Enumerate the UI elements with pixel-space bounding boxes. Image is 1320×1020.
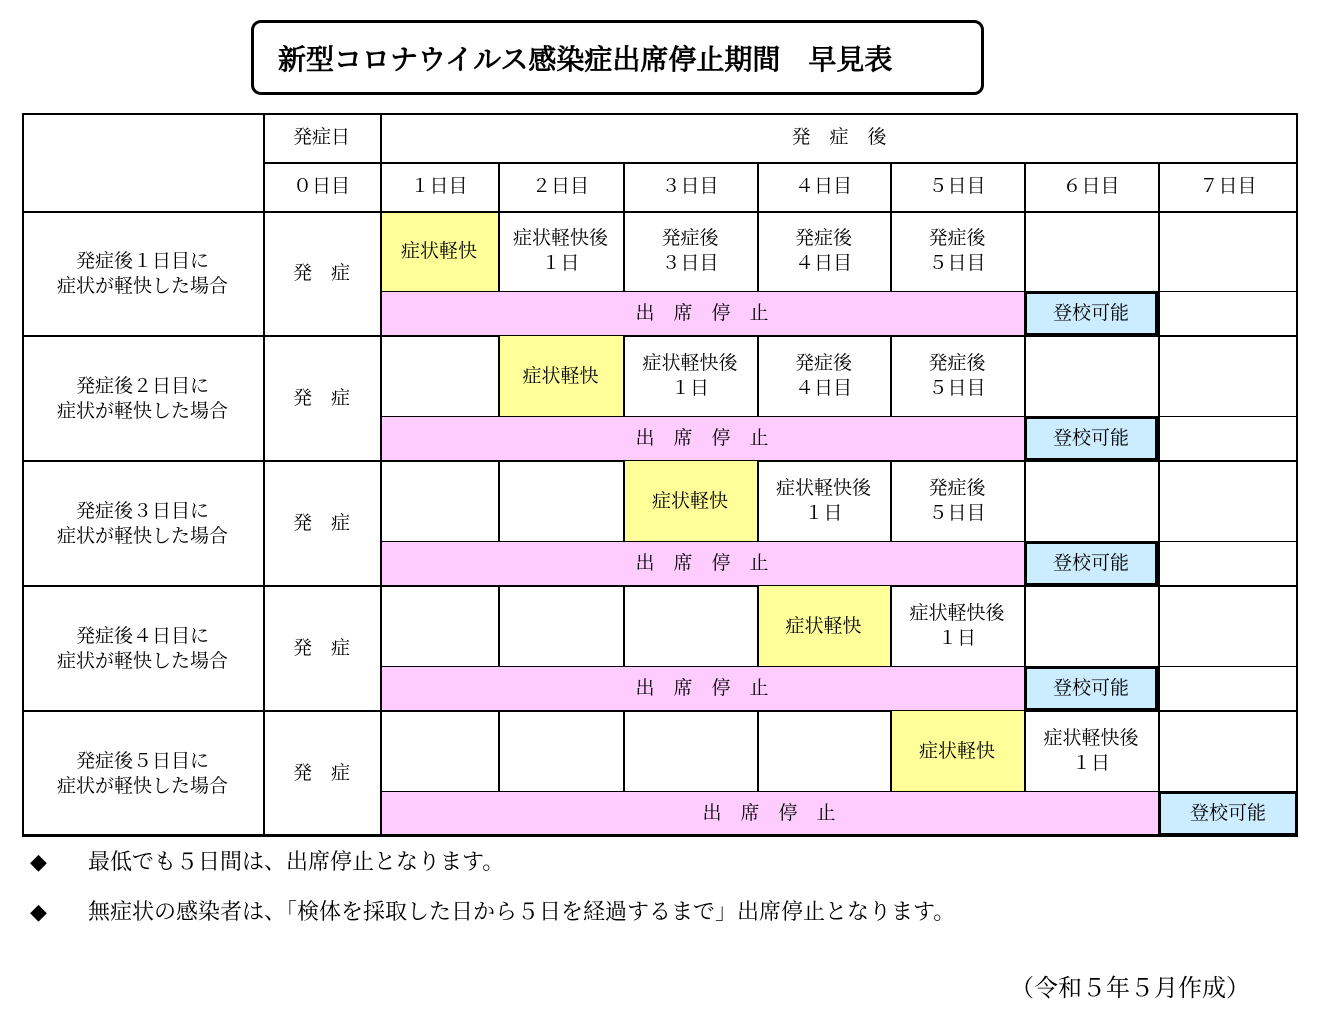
suspension-bar-text: 出 席 停 止 — [635, 302, 769, 324]
row-label — [22, 336, 263, 461]
day-cell — [498, 461, 623, 541]
day-cell — [1158, 336, 1298, 416]
day-cell — [757, 461, 890, 541]
return-to-school-cell — [1024, 666, 1158, 711]
row-label-text: 発症後２日目に 症状が軽快した場合 — [56, 374, 228, 422]
grid-line — [1024, 711, 1026, 791]
return-to-school-cell — [1024, 541, 1158, 586]
onset-cell-text: 発 症 — [292, 262, 350, 284]
onset-cell-text: 発 症 — [292, 637, 350, 659]
symptom-relief-cell-text: 症状軽快 — [918, 739, 995, 762]
onset-cell — [263, 211, 380, 336]
header-onset-day-text: 発症日 — [292, 126, 350, 148]
header-day-5 — [890, 162, 1024, 211]
header-day-1-text: １日目 — [410, 175, 468, 197]
grid-line — [890, 336, 892, 416]
header-day-1 — [380, 162, 498, 211]
day-cell — [498, 711, 623, 791]
header-day-0 — [263, 162, 380, 211]
row-label — [22, 211, 263, 336]
day-cell — [1024, 461, 1158, 541]
grid-line — [380, 541, 1024, 542]
day-cell — [1158, 586, 1298, 666]
grid-line — [623, 336, 625, 416]
day-cell — [623, 336, 757, 416]
suspension-bar-text: 出 席 停 止 — [635, 677, 769, 699]
onset-cell — [263, 461, 380, 586]
header-day-5-text: ５日目 — [928, 175, 986, 197]
day-cell-text: 発症後 ４日目 — [794, 227, 852, 274]
return-to-school-cell-text: 登校可能 — [1189, 802, 1266, 824]
grid-line — [1158, 586, 1160, 666]
row-label-text: 発症後３日目に 症状が軽快した場合 — [56, 499, 228, 547]
day-cell — [890, 461, 1024, 541]
symptom-relief-cell — [380, 211, 498, 291]
onset-cell — [263, 336, 380, 461]
return-to-school-cell — [1024, 416, 1158, 461]
day-cell — [380, 336, 498, 416]
header-day-3 — [623, 162, 757, 211]
title-text: 新型コロナウイルス感染症出席停止期間 早見表 — [278, 42, 893, 76]
grid-line — [1158, 291, 1298, 292]
onset-cell — [263, 586, 380, 711]
row-label — [22, 711, 263, 836]
grid-line — [623, 586, 625, 666]
day-cell — [498, 211, 623, 291]
grid-line — [623, 711, 625, 791]
day-cell — [757, 211, 890, 291]
day-cell-text: 発症後 ４日目 — [794, 352, 852, 399]
header-day-6-text: ６日目 — [1062, 175, 1120, 197]
grid-line — [380, 666, 1024, 667]
day-cell — [757, 336, 890, 416]
grid-line — [1158, 461, 1160, 541]
grid-line — [1158, 541, 1298, 542]
grid-line — [22, 834, 1298, 836]
day-cell — [498, 586, 623, 666]
grid-line — [890, 711, 892, 791]
header-day-0-text: ０日目 — [292, 175, 350, 197]
grid-line — [22, 113, 24, 836]
day-cell — [890, 211, 1024, 291]
day-cell — [380, 461, 498, 541]
grid-line — [1158, 211, 1160, 291]
onset-cell-text: 発 症 — [292, 512, 350, 534]
grid-line — [498, 586, 500, 666]
grid-line — [890, 461, 892, 541]
grid-line — [890, 586, 892, 666]
header-after-onset-text: 発 症 後 — [791, 126, 887, 148]
grid-line — [757, 211, 759, 291]
header-day-7 — [1158, 162, 1298, 211]
grid-line — [890, 162, 892, 211]
grid-line — [263, 162, 380, 164]
day-cell-text: 発症後 ３日目 — [661, 227, 719, 274]
day-cell-text: 症状軽快後 １日 — [642, 352, 738, 399]
grid-line — [757, 162, 759, 211]
header-after-onset — [380, 113, 1298, 162]
grid-line — [1158, 416, 1160, 461]
grid-line — [1158, 416, 1298, 417]
return-to-school-cell — [1158, 791, 1298, 836]
onset-cell-text: 発 症 — [292, 762, 350, 784]
grid-line — [757, 461, 759, 541]
day-cell-text: 症状軽快後 １日 — [909, 602, 1005, 649]
note-text: 無症状の感染者は、「検体を採取した日から５日を経過するまで」出席停止となります。 — [88, 900, 956, 925]
suspension-bar — [380, 416, 1024, 461]
suspension-bar — [380, 291, 1024, 336]
return-to-school-cell-text: 登校可能 — [1052, 302, 1129, 324]
diamond-bullet-icon: ◆ — [30, 850, 47, 875]
grid-line — [1158, 666, 1160, 711]
header-day-6 — [1024, 162, 1158, 211]
grid-line — [22, 113, 1298, 115]
row-label — [22, 461, 263, 586]
grid-line — [1024, 211, 1026, 291]
grid-line — [498, 336, 500, 416]
grid-line — [757, 336, 759, 416]
day-cell — [1024, 336, 1158, 416]
day-cell — [623, 211, 757, 291]
onset-cell — [263, 711, 380, 836]
symptom-relief-cell-text: 症状軽快 — [522, 364, 599, 387]
symptom-relief-cell-text: 症状軽快 — [785, 614, 862, 637]
header-day-7-text: ７日目 — [1199, 175, 1257, 197]
creation-date: （令和５年５月作成） — [1010, 974, 1250, 1002]
grid-line — [1296, 113, 1298, 836]
suspension-bar — [380, 666, 1024, 711]
grid-line — [380, 162, 1298, 164]
header-day-3-text: ３日目 — [661, 175, 719, 197]
return-to-school-cell-text: 登校可能 — [1052, 552, 1129, 574]
grid-line — [1158, 336, 1160, 416]
note-1 — [30, 845, 504, 876]
day-cell — [1024, 711, 1158, 791]
header-day-4 — [757, 162, 890, 211]
day-cell-text: 症状軽快後 １日 — [512, 227, 608, 274]
day-cell — [380, 711, 498, 791]
page-title — [251, 20, 984, 95]
grid-line — [1158, 291, 1160, 336]
symptom-relief-cell — [890, 711, 1024, 791]
grid-line — [757, 711, 759, 791]
onset-cell-text: 発 症 — [292, 387, 350, 409]
grid-line — [380, 113, 382, 836]
grid-line — [1024, 162, 1026, 211]
note-text: 最低でも５日間は、出席停止となります。 — [88, 850, 505, 875]
suspension-bar-text: 出 席 停 止 — [635, 552, 769, 574]
grid-line — [1024, 586, 1026, 666]
day-cell — [1158, 461, 1298, 541]
row-label-text: 発症後１日目に 症状が軽快した場合 — [56, 249, 228, 297]
grid-line — [757, 586, 759, 666]
day-cell — [623, 586, 757, 666]
day-cell-text: 症状軽快後 １日 — [775, 477, 871, 524]
suspension-bar — [380, 541, 1024, 586]
day-cell — [380, 586, 498, 666]
day-cell — [1024, 211, 1158, 291]
day-cell — [890, 586, 1024, 666]
grid-line — [1024, 336, 1026, 416]
grid-line — [623, 461, 625, 541]
grid-line — [380, 791, 1158, 792]
row-label-text: 発症後４日目に 症状が軽快した場合 — [56, 624, 228, 672]
return-to-school-cell-text: 登校可能 — [1052, 427, 1129, 449]
symptom-relief-cell — [757, 586, 890, 666]
header-onset-day — [263, 113, 380, 162]
grid-line — [498, 711, 500, 791]
header-day-4-text: ４日目 — [794, 175, 852, 197]
grid-line — [22, 211, 1298, 213]
suspension-bar-text: 出 席 停 止 — [635, 427, 769, 449]
suspension-bar-text: 出 席 停 止 — [702, 802, 836, 824]
grid-line — [498, 162, 500, 211]
day-cell-text: 発症後 ５日目 — [928, 352, 986, 399]
grid-line — [498, 211, 500, 291]
note-2 — [30, 895, 955, 926]
grid-line — [380, 291, 1024, 292]
symptom-relief-cell — [623, 461, 757, 541]
grid-line — [1158, 711, 1160, 791]
grid-line — [1158, 162, 1160, 211]
grid-line — [1158, 541, 1160, 586]
grid-line — [1158, 666, 1298, 667]
header-day-2 — [498, 162, 623, 211]
day-cell-text: 発症後 ５日目 — [928, 227, 986, 274]
grid-line — [1024, 461, 1026, 541]
grid-line — [263, 113, 265, 836]
day-cell — [890, 336, 1024, 416]
row-label-text: 発症後５日目に 症状が軽快した場合 — [56, 749, 228, 797]
suspension-bar — [380, 791, 1158, 836]
return-to-school-cell-text: 登校可能 — [1052, 677, 1129, 699]
grid-line — [890, 211, 892, 291]
return-to-school-cell — [1024, 291, 1158, 336]
grid-line — [498, 461, 500, 541]
day-cell-text: 症状軽快後 １日 — [1043, 727, 1139, 774]
day-cell — [1158, 711, 1298, 791]
symptom-relief-cell — [498, 336, 623, 416]
row-label — [22, 586, 263, 711]
day-cell-text: 発症後 ５日目 — [928, 477, 986, 524]
grid-line — [380, 416, 1024, 417]
grid-line — [623, 162, 625, 211]
diamond-bullet-icon: ◆ — [30, 900, 47, 925]
day-cell — [757, 711, 890, 791]
symptom-relief-cell-text: 症状軽快 — [400, 239, 477, 262]
grid-line — [623, 211, 625, 291]
header-day-2-text: ２日目 — [531, 175, 589, 197]
day-cell — [1158, 211, 1298, 291]
day-cell — [623, 711, 757, 791]
symptom-relief-cell-text: 症状軽快 — [651, 489, 728, 512]
day-cell — [1024, 586, 1158, 666]
